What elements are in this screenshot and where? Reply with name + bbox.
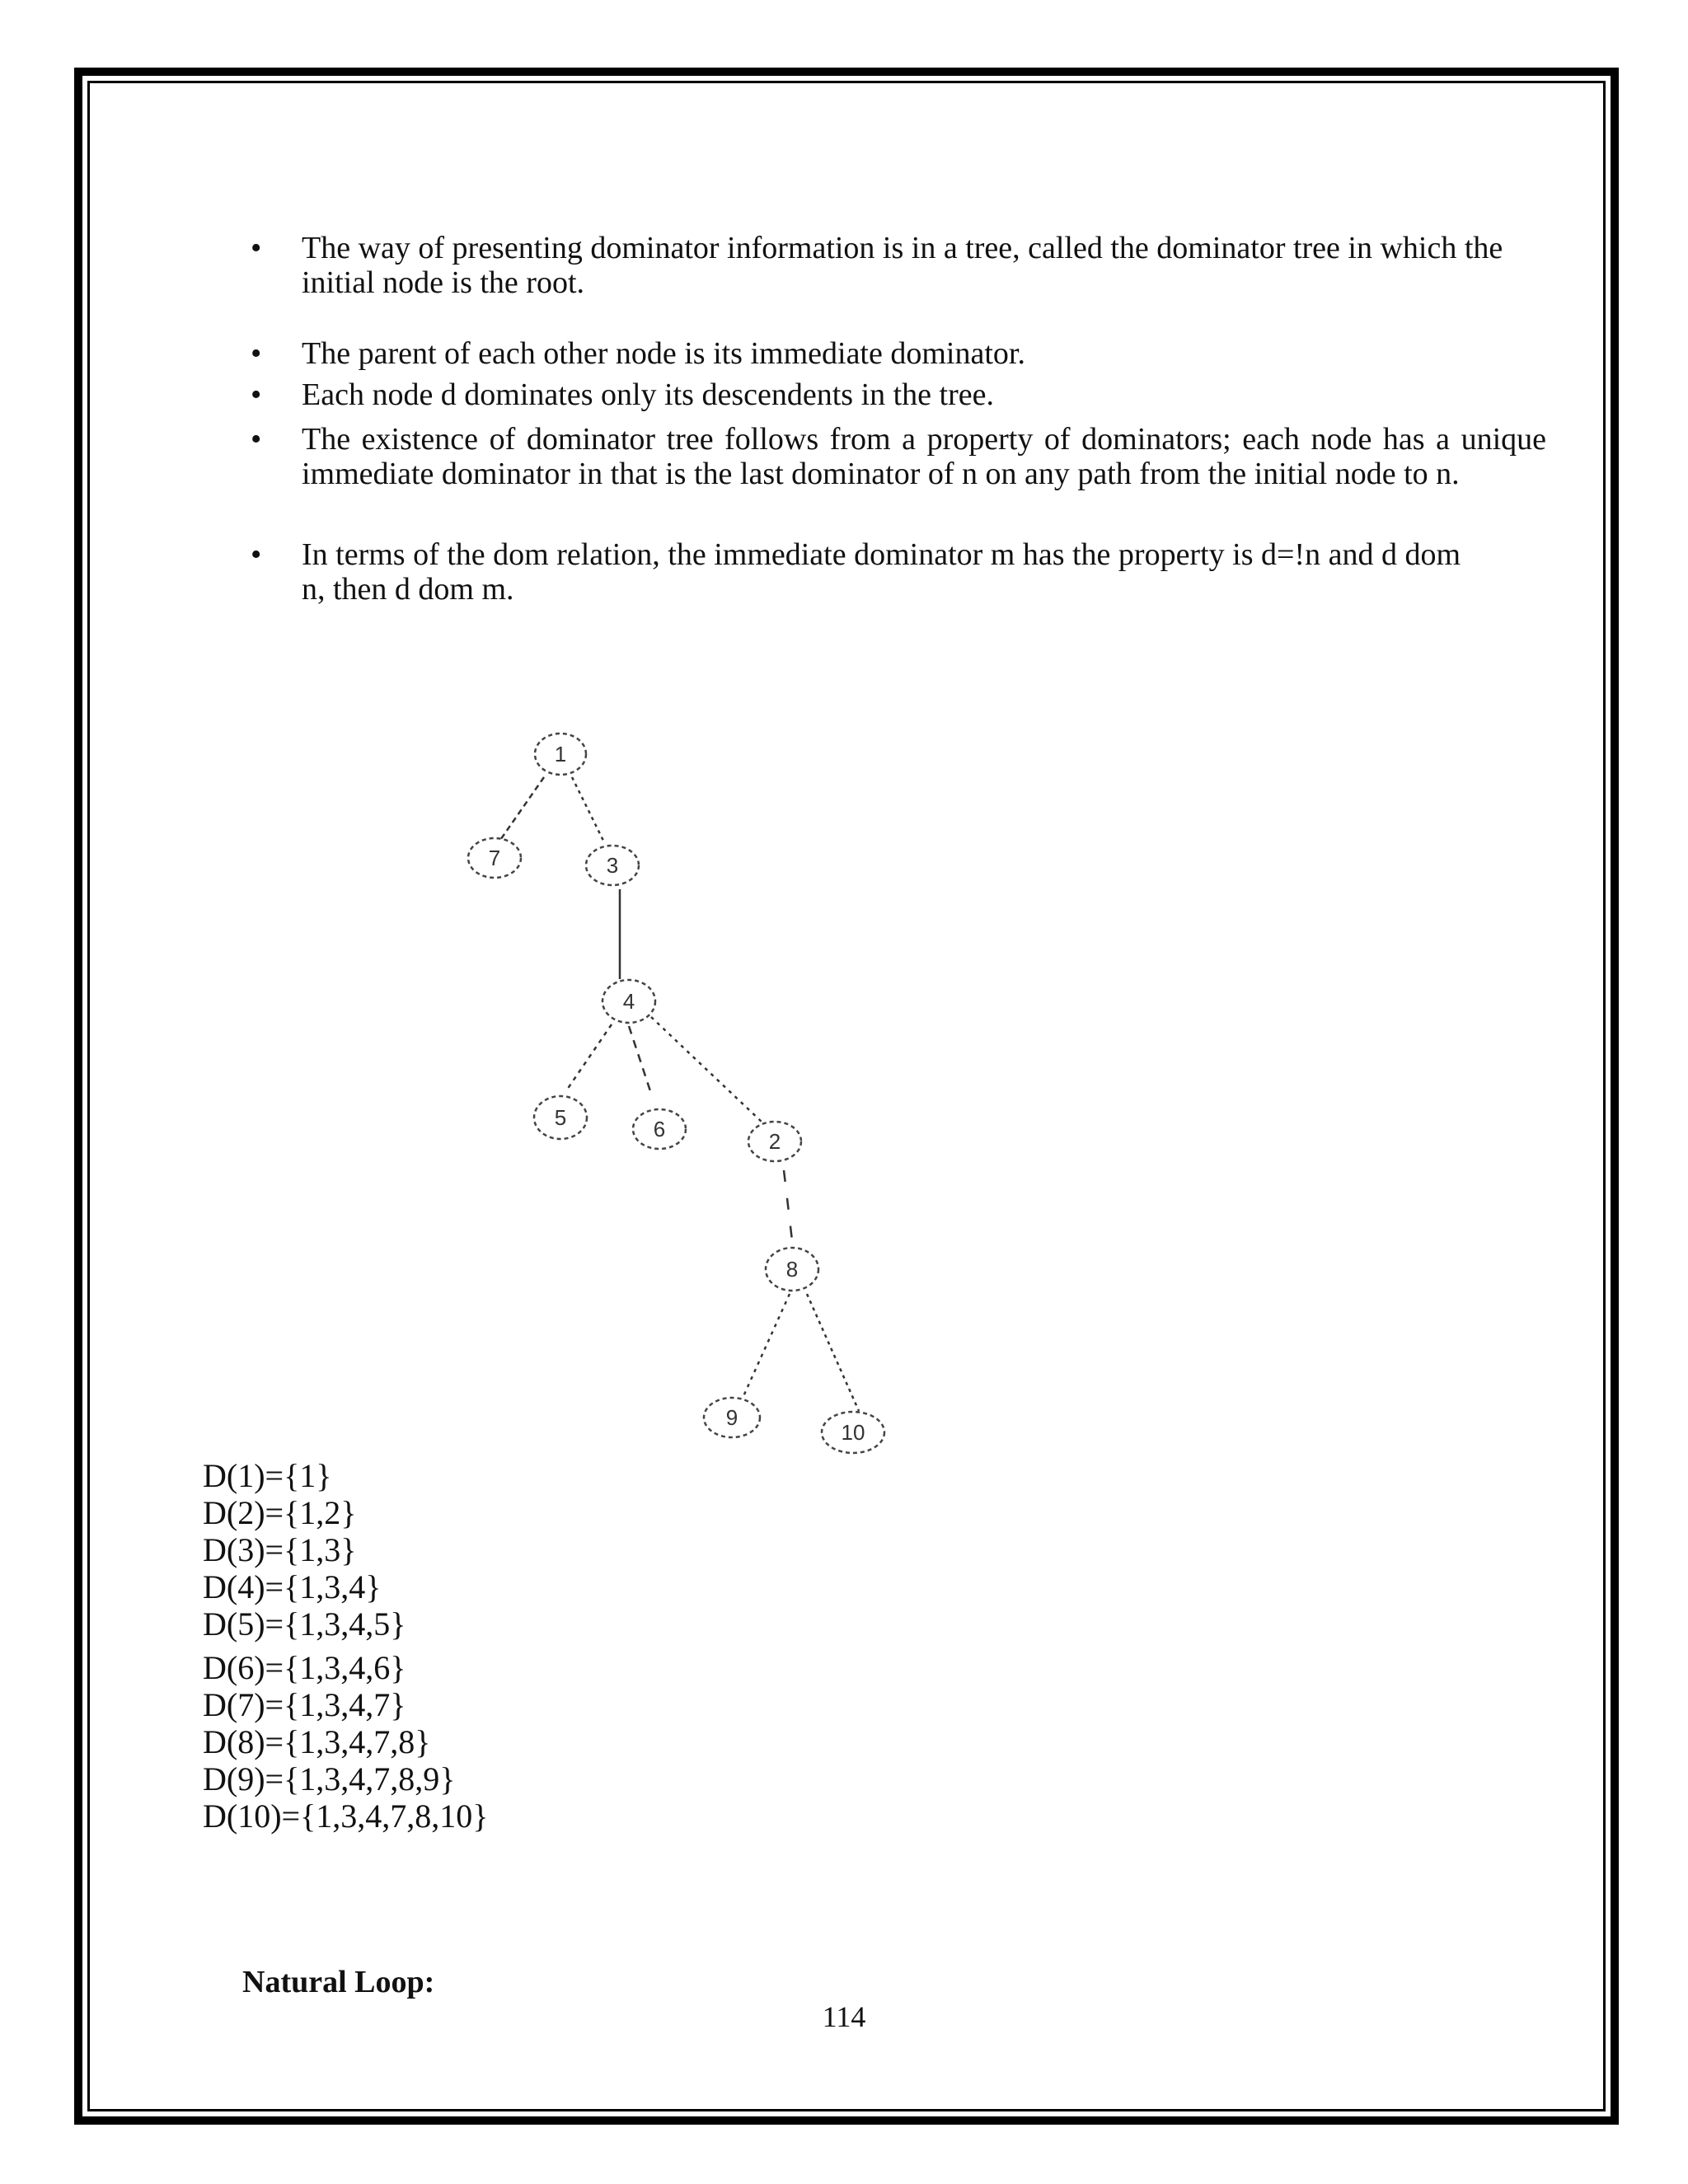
bullet-icon: •: [251, 422, 262, 457]
bullet-text: The parent of each other node is its immediate dominator.: [302, 336, 1025, 371]
dominator-set: D(7)={1,3,4,7}: [203, 1686, 406, 1723]
dominator-set: D(1)={1}: [203, 1457, 332, 1494]
bullet-text: The way of presenting dominator information is in a tree, called the dominator tree in which the initial node is the root.: [302, 231, 1503, 300]
bullet-icon: •: [251, 336, 262, 371]
tree-edge: [740, 1294, 790, 1404]
dominator-set: D(10)={1,3,4,7,8,10}: [203, 1797, 489, 1835]
tree-edge: [784, 1170, 792, 1240]
tree-edge: [629, 1026, 652, 1096]
tree-node-label: 2: [768, 1129, 781, 1154]
tree-node-label: 7: [488, 846, 501, 870]
tree-edge: [572, 777, 604, 842]
tree-node-label: 1: [554, 742, 567, 766]
tree-edge: [651, 1017, 762, 1122]
tree-edge: [807, 1294, 859, 1411]
tree-node-label: 10: [841, 1420, 865, 1445]
section-heading: Natural Loop:: [242, 1965, 435, 1999]
dominator-set: D(3)={1,3}: [203, 1531, 357, 1568]
tree-node-label: 5: [554, 1105, 567, 1130]
bullet-text: The existence of dominator tree follows from a property of dominators; each node has a unique immediate dominator in that is the last dominator of n on any path from the initial node to n.: [302, 422, 1546, 491]
bullet-icon: •: [251, 537, 262, 572]
dominator-set: D(9)={1,3,4,7,8,9}: [203, 1760, 456, 1797]
tree-edge: [499, 777, 544, 842]
dominator-set: D(2)={1,2}: [203, 1494, 357, 1531]
tree-node-label: 4: [622, 989, 635, 1014]
bullet-text: In terms of the dom relation, the immediate dominator m has the property is d=!n and d dom n, then d dom m.: [302, 537, 1461, 607]
page-number: 114: [822, 2000, 866, 2033]
tree-node-label: 9: [725, 1405, 738, 1430]
dominator-set: D(4)={1,3,4}: [203, 1568, 382, 1605]
dominator-set: D(8)={1,3,4,7,8}: [203, 1723, 431, 1760]
tree-edge: [567, 1024, 612, 1090]
tree-node-label: 3: [606, 853, 619, 878]
dominator-sets-list: [203, 1457, 488, 1835]
dominator-set: D(6)={1,3,4,6}: [203, 1649, 406, 1686]
dominator-set: D(5)={1,3,4,5}: [203, 1605, 406, 1643]
tree-node-label: 6: [653, 1117, 666, 1141]
tree-node-label: 8: [785, 1257, 799, 1282]
bullet-text: Each node d dominates only its descendents in the tree.: [302, 377, 994, 412]
bullet-icon: •: [251, 377, 262, 412]
bullet-icon: •: [251, 231, 262, 265]
